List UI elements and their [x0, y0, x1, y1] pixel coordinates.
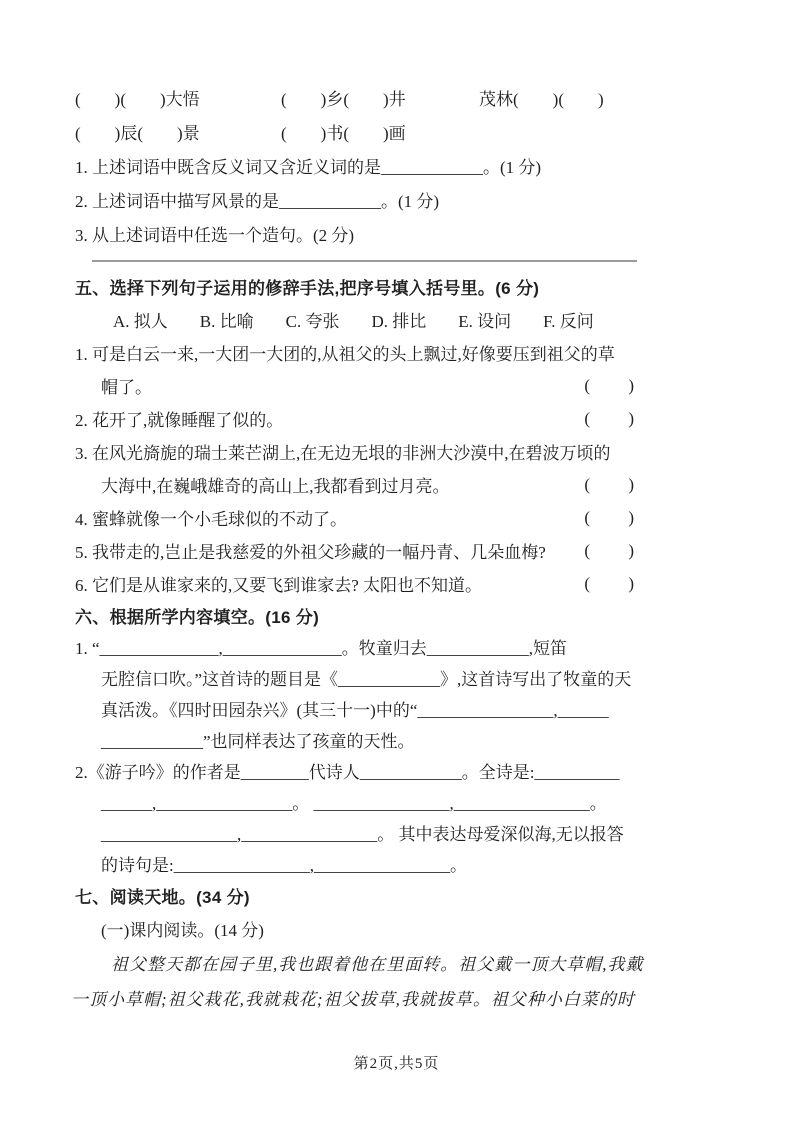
- section-divider: [92, 260, 637, 262]
- answer-bracket: ( ): [584, 573, 634, 593]
- fill-blank-line: 的诗句是:________________,________________。: [101, 856, 467, 875]
- section-7-block: [71, 879, 650, 1015]
- page-number: 第2页,共5页: [353, 1056, 440, 1072]
- fill-blank-line: ________________,________________。 其中表达母爱深似海,无以报答: [101, 825, 624, 844]
- question-line: [75, 148, 650, 182]
- fill-blank-line: 无腔信口吹。”这首诗的题目是《____________》,这首诗写出了牧童的天: [101, 670, 632, 689]
- rhetoric-sentence: 1. 可是白云一来,一大团一大团的,从祖父的头上飘过,好像要压到祖父的草: [75, 345, 615, 364]
- answer-bracket: ( ): [584, 375, 634, 395]
- question-text: 3. 从上述词语中任选一个造句。(2 分): [75, 225, 355, 245]
- rhetoric-option: E. 设问: [458, 312, 512, 331]
- reading-passage-line: 一顶小草帽;祖父栽花,我就栽花;祖父拔草,我就拔草。祖父种小白菜的时: [71, 990, 635, 1009]
- rhetoric-sentence: 4. 蜜蜂就像一个小毛球似的不动了。 ( ): [75, 507, 634, 529]
- section-6-block: [75, 600, 650, 879]
- fill-blank-line: ______,________________。 ________________,________________。: [101, 794, 607, 813]
- rhetoric-sentence: 3. 在风光旖旎的瑞士莱芒湖上,在无边无垠的非洲大沙漠中,在碧波万顷的: [75, 444, 611, 463]
- rhetoric-sentence: 6. 它们是从谁家来的,又要飞到谁家去? 太阳也不知道。 ( ): [75, 573, 634, 595]
- rhetoric-option: A. 拟人: [113, 312, 168, 331]
- section-6-heading: 六、根据所学内容填空。(16 分): [75, 608, 320, 627]
- word-completion-row: [75, 114, 650, 148]
- word-completion-row: [75, 80, 650, 114]
- section-7-heading: 七、阅读天地。(34 分): [75, 888, 250, 907]
- fill-blank-line: ____________”也同样表达了孩童的天性。: [101, 732, 415, 751]
- word-completion-item: ( )( )大悟: [75, 89, 200, 109]
- rhetoric-option: B. 比喻: [199, 312, 254, 331]
- section-4-block: [75, 80, 650, 250]
- fill-blank-line: 1. “______________,______________。牧童归去____________,短笛: [75, 639, 568, 658]
- answer-bracket: ( ): [584, 507, 634, 527]
- section-5-heading: 五、选择下列句子运用的修辞手法,把序号填入括号里。(6 分): [75, 279, 540, 298]
- page-content: [71, 80, 650, 1015]
- subsection-heading: (一)课内阅读。(14 分): [101, 921, 264, 940]
- question-text: 2. 上述词语中描写风景的是____________。(1 分): [75, 191, 440, 211]
- answer-bracket: ( ): [584, 474, 634, 494]
- answer-bracket: ( ): [584, 540, 634, 560]
- word-completion-item: ( )乡( )井: [281, 89, 406, 109]
- question-line: [75, 182, 650, 216]
- rhetoric-option: D. 排比: [371, 312, 427, 331]
- rhetoric-option: C. 夸张: [285, 312, 340, 331]
- rhetoric-sentence: 2. 花开了,就像睡醒了似的。 ( ): [75, 408, 634, 430]
- rhetoric-option: F. 反问: [543, 312, 594, 331]
- word-completion-item: ( )辰( )景: [75, 123, 200, 143]
- question-text: 1. 上述词语中既含反义词又含近义词的是____________。(1 分): [75, 157, 542, 177]
- rhetoric-sentence-continuation: 大海中,在巍峨雄奇的高山上,我都看到过月亮。 ( ): [101, 474, 634, 496]
- reading-passage-line: 祖父整天都在园子里,我也跟着他在里面转。祖父戴一顶大草帽,我戴: [111, 955, 644, 974]
- page-footer: [0, 1052, 793, 1073]
- answer-bracket: ( ): [584, 408, 634, 428]
- word-completion-item: 茂林( )( ): [479, 89, 604, 109]
- fill-blank-line: 2.《游子吟》的作者是________代诗人____________。全诗是:__________: [75, 763, 620, 782]
- rhetoric-sentence: 5. 我带走的,岂止是我慈爱的外祖父珍藏的一幅丹青、几朵血梅? ( ): [75, 540, 634, 562]
- fill-blank-line: 真活泼。《四时田园杂兴》(其三十一)中的“________________,______: [101, 701, 609, 720]
- word-completion-item: ( )书( )画: [281, 123, 406, 143]
- question-line: [75, 216, 650, 250]
- rhetoric-sentence-continuation: 帽了。 ( ): [101, 375, 634, 397]
- section-5-block: [75, 270, 650, 600]
- rhetoric-options-row: [75, 303, 650, 336]
